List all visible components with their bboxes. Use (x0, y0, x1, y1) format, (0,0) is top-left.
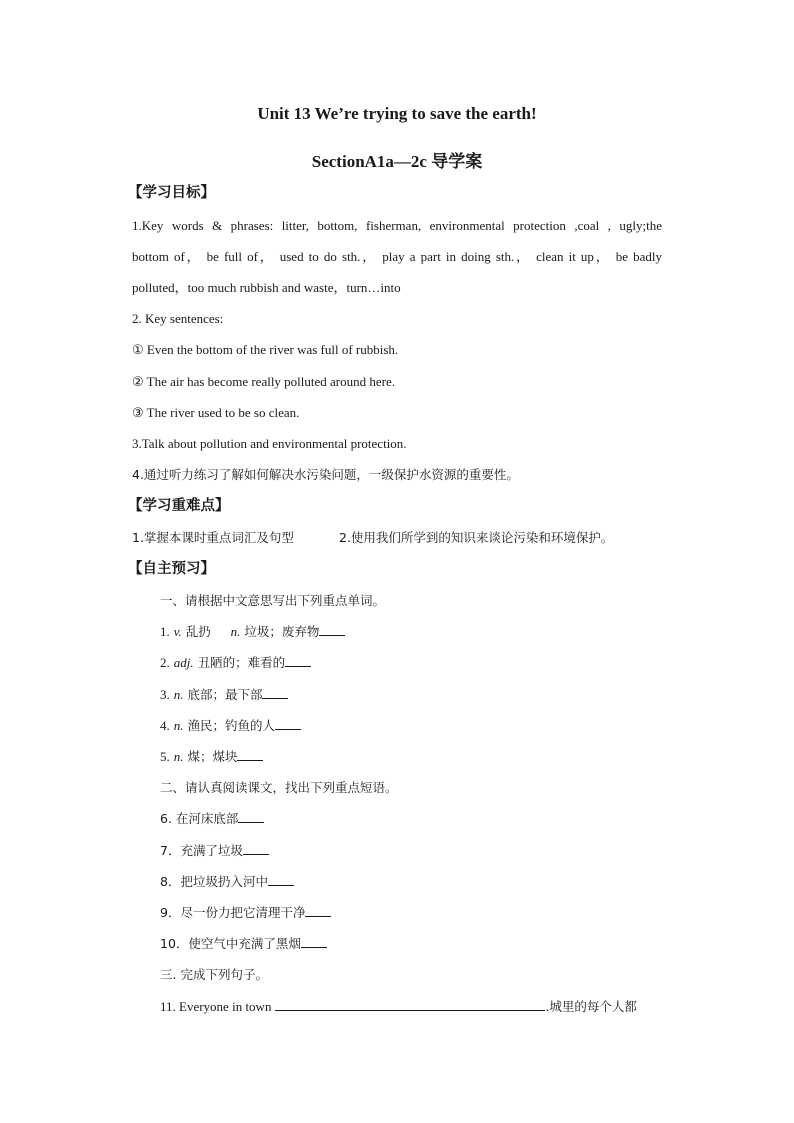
goals-keywords-line3: polluted，too much rubbish and waste，turn…into (132, 280, 401, 295)
answer-blank[interactable] (305, 904, 331, 917)
preview-part3-title: 三. 完成下列句子。 (160, 967, 268, 982)
word-item-4: 4. n. 渔民；钓鱼的人 (160, 717, 301, 735)
key-sentence-2: ② The air has become really polluted around here. (132, 374, 396, 389)
word-item-5: 5. n. 煤；煤块 (160, 748, 263, 766)
answer-blank[interactable] (275, 717, 301, 730)
answer-blank[interactable] (238, 810, 264, 823)
answer-blank[interactable] (268, 873, 294, 886)
answer-blank[interactable] (243, 842, 269, 855)
goals-keywords-line1: 1.Key words & phrases: litter, bottom, fisherman, environmental protection ,coal , ugly;the (132, 218, 662, 233)
page-subtitle: SectionA1a—2c 导学案 (311, 152, 483, 171)
word-item-1: 1. v. 乱扔 n. 垃圾；废弃物 (160, 623, 345, 641)
answer-blank[interactable] (262, 686, 288, 699)
phrase-item-8: 8．把垃圾扔入河中 (160, 873, 294, 891)
key-sentence-1: ① Even the bottom of the river was full of rubbish. (132, 342, 399, 357)
section-heading-preview: 【自主预习】 (128, 561, 215, 577)
key-sentence-3: ③ The river used to be so clean. (132, 405, 300, 420)
phrase-item-9: 9．尽一份力把它清理干净 (160, 904, 331, 922)
goals-item-3: 3.Talk about pollution and environmental protection. (132, 436, 407, 451)
word-item-3: 3. n. 底部；最下部 (160, 686, 288, 704)
answer-blank[interactable] (285, 654, 311, 667)
sentence-item-11: 11. Everyone in town .城里的每个人都 (160, 999, 637, 1014)
goals-item-4: 4.通过听力练习了解如何解决水污染问题，一级保护水资源的重要性。 (132, 467, 519, 482)
keypoint-2: 2.使用我们所学到的知识来谈论污染和环境保护。 (339, 530, 614, 545)
preview-part2-title: 二、请认真阅读课文，找出下列重点短语。 (160, 780, 398, 795)
goals-sentences-label: 2. Key sentences: (132, 311, 224, 326)
keypoint-1: 1.掌握本课时重点词汇及句型 (132, 530, 294, 545)
phrase-item-6: 6. 在河床底部 (160, 810, 264, 828)
answer-blank[interactable] (275, 998, 545, 1011)
word-item-2: 2. adj. 丑陋的；难看的 (160, 654, 311, 672)
goals-keywords-line2: bottom of， be full of， used to do sth.， play a part in doing sth.， clean it up， be badly (132, 249, 662, 264)
phrase-item-7: 7．充满了垃圾 (160, 842, 269, 860)
answer-blank[interactable] (237, 748, 263, 761)
preview-part1-title: 一、请根据中文意思写出下列重点单词。 (160, 593, 386, 608)
section-heading-keypoints: 【学习重难点】 (128, 498, 230, 514)
phrase-item-10: 10．使空气中充满了黑烟 (160, 935, 327, 953)
answer-blank[interactable] (301, 935, 327, 948)
page-title: Unit 13 We’re trying to save the earth! (257, 104, 537, 123)
section-heading-goals: 【学习目标】 (128, 185, 215, 201)
answer-blank[interactable] (319, 623, 345, 636)
